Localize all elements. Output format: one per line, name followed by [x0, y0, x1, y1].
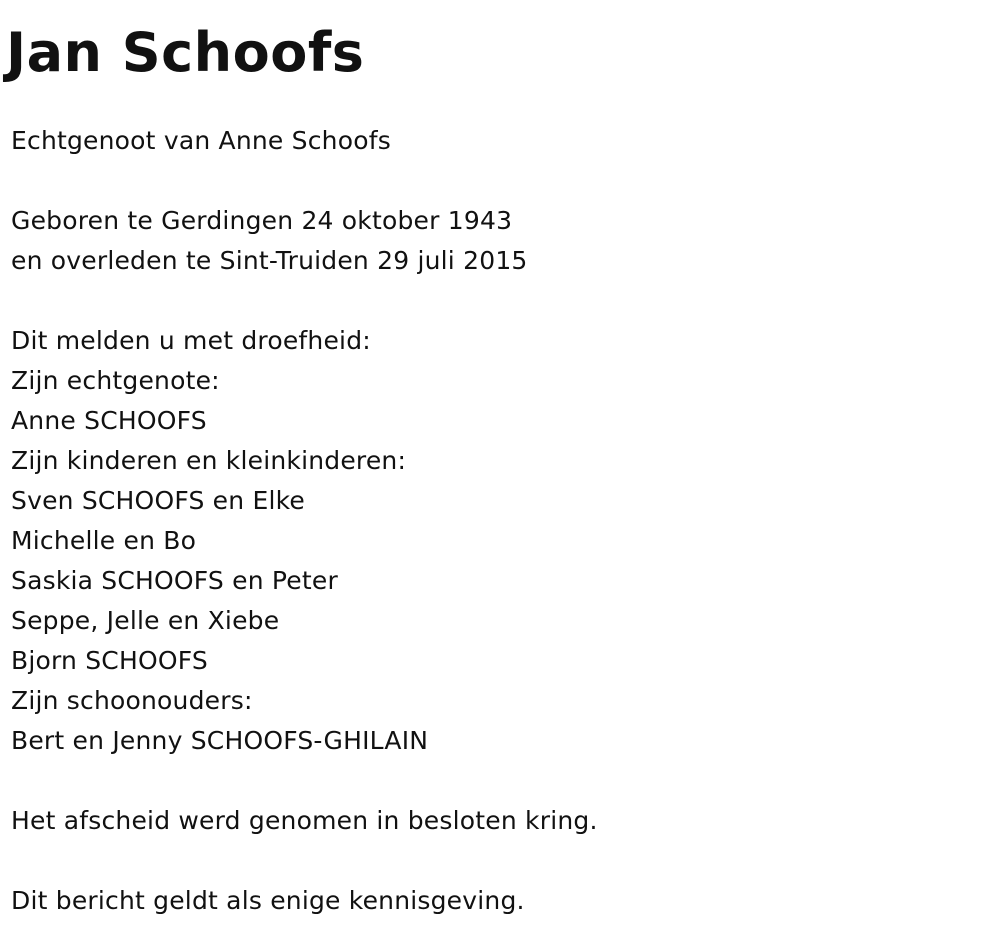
family-line: Zijn echtgenote: [11, 366, 220, 395]
spacer [11, 281, 598, 321]
family-intro: Dit melden u met droefheid: [11, 326, 371, 355]
family-line: Zijn schoonouders: [11, 686, 253, 715]
died-line: en overleden te Sint-Truiden 29 juli 2015 [11, 246, 528, 275]
family-line: Bert en Jenny SCHOOFS-GHILAIN [11, 726, 429, 755]
family-line: Seppe, Jelle en Xiebe [11, 606, 280, 635]
family-line: Anne SCHOOFS [11, 406, 207, 435]
page-title: Jan Schoofs [6, 21, 365, 84]
spouse-line: Echtgenoot van Anne Schoofs [11, 126, 391, 155]
family-line: Zijn kinderen en kleinkinderen: [11, 446, 407, 475]
spacer [11, 841, 598, 881]
family-line: Bjorn SCHOOFS [11, 646, 208, 675]
farewell-line: Het afscheid werd genomen in besloten kring. [11, 806, 598, 835]
obituary-body [11, 121, 598, 921]
born-line: Geboren te Gerdingen 24 oktober 1943 [11, 206, 513, 235]
notice-line: Dit bericht geldt als enige kennisgeving. [11, 886, 525, 915]
spacer [11, 761, 598, 801]
spacer [11, 161, 598, 201]
family-line: Saskia SCHOOFS en Peter [11, 566, 338, 595]
family-line: Sven SCHOOFS en Elke [11, 486, 305, 515]
family-line: Michelle en Bo [11, 526, 197, 555]
